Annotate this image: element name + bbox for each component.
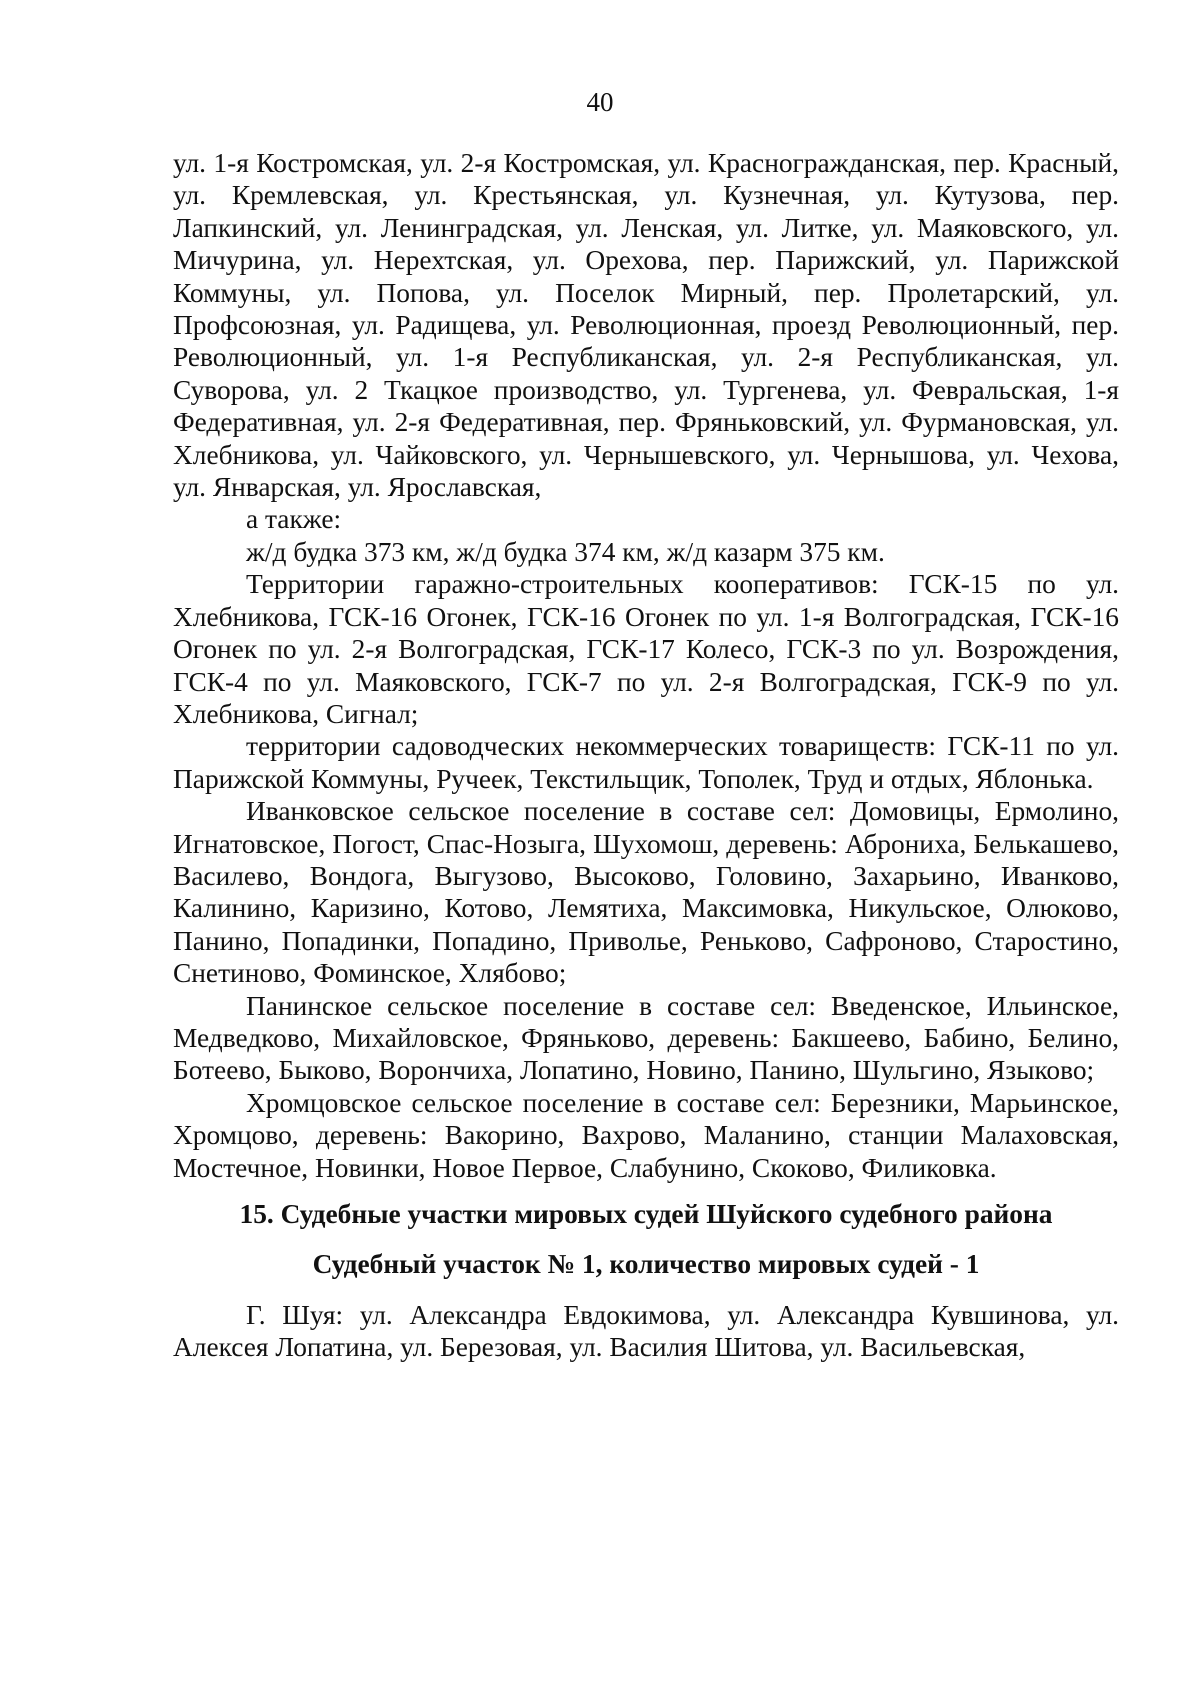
paragraph-garden-partnerships: территории садоводческих некоммерческих товариществ: ГСК-11 по ул. Парижской Коммуны, Ручеек, Текстильщик, Тополек, Труд и отдых, Яблонька. bbox=[173, 731, 1119, 794]
paragraph-garage-cooperatives: Территории гаражно-строительных кооперативов: ГСК-15 по ул. Хлебникова, ГСК-16 Огонек, ГСК-16 Огонек по ул. 1-я Волгоградская, ГСК-16 Огонек по ул. 2-я Волгоградская, ГСК-17 Колесо, ГСК-3 по ул. Возрождения, ГСК-4 по ул. Маяковского, ГСК-7 по ул. 2-я Волгоградская, ГСК-9 по ул. Хлебникова, Сигнал; bbox=[173, 569, 1119, 729]
paragraph-ivankovskoe-settlement: Иванковское сельское поселение в составе сел: Домовицы, Ермолино, Игнатовское, Погост, Спас-Нозыга, Шухомош, деревень: Аброниха, Белькашево, Василево, Вондога, Выгузово, Высоково, Головино, Захарьино, Иванково, Калинино, Каризино, Котово, Лемятиха, Максимовка, Никульское, Олюково, Панино, Попадинки, Попадино, Приволье, Реньково, Сафроново, Старостино, Снетиново, Фоминское, Хлябово; bbox=[173, 796, 1119, 989]
paragraph-khromtsovskoe-settlement: Хромцовское сельское поселение в составе сел: Березники, Марьинское, Хромцово, деревень: Вакорино, Вахрово, Маланино, станции Малаховская, Мостечное, Новинки, Новое Первое, Слабунино, Скоково, Филиковка. bbox=[173, 1087, 1119, 1183]
document-body bbox=[173, 147, 1119, 1364]
paragraph-also: а также: bbox=[246, 504, 342, 535]
paragraph-railway-posts: ж/д будка 373 км, ж/д будка 374 км, ж/д казарм 375 км. bbox=[246, 536, 885, 567]
paragraph-streets-list: ул. 1-я Костромская, ул. 2-я Костромская, ул. Красногражданская, пер. Красный, ул. Кремлевская, ул. Крестьянская, ул. Кузнечная, ул. Кутузова, пер. Лапкинский, ул. Ленинградская, ул. Ленская, ул. Литке, ул. Маяковского, ул. Мичурина, ул. Нерехтская, ул. Орехова, пер. Парижский, ул. Парижской Коммуны, ул. Попова, ул. Поселок Мирный, пер. Пролетарский, ул. Профсоюзная, ул. Радищева, ул. Революционная, проезд Революционный, пер. Революционный, ул. 1-я Республиканская, ул. 2-я Республиканская, ул. Суворова, ул. 2 Ткацкое производство, ул. Тургенева, ул. Февральская, 1-я Федеративная, ул. 2-я Федеративная, пер. Фряньковский, ул. Фурмановская, ул. Хлебникова, ул. Чайковского, ул. Чернышевского, ул. Чернышова, ул. Чехова, ул. Январская, ул. Ярославская, bbox=[173, 148, 1119, 503]
page-number: 40 bbox=[586, 87, 614, 117]
section-heading: 15. Судебные участки мировых судей Шуйского судебного района bbox=[239, 1199, 1053, 1229]
paragraph-paninskoe-settlement: Панинское сельское поселение в составе сел: Введенское, Ильинское, Медведково, Михайловское, Фряньково, деревень: Бакшеево, Бабино, Белино, Ботеево, Быково, Ворончиха, Лопатино, Новино, Панино, Шульгино, Языково; bbox=[173, 990, 1119, 1086]
paragraph-shuya-streets: Г. Шуя: ул. Александра Евдокимова, ул. Александра Кувшинова, ул. Алексея Лопатина, ул. Березовая, ул. Василия Шитова, ул. Васильевская, bbox=[173, 1299, 1119, 1363]
subsection-heading: Судебный участок № 1, количество мировых судей - 1 bbox=[312, 1249, 980, 1280]
